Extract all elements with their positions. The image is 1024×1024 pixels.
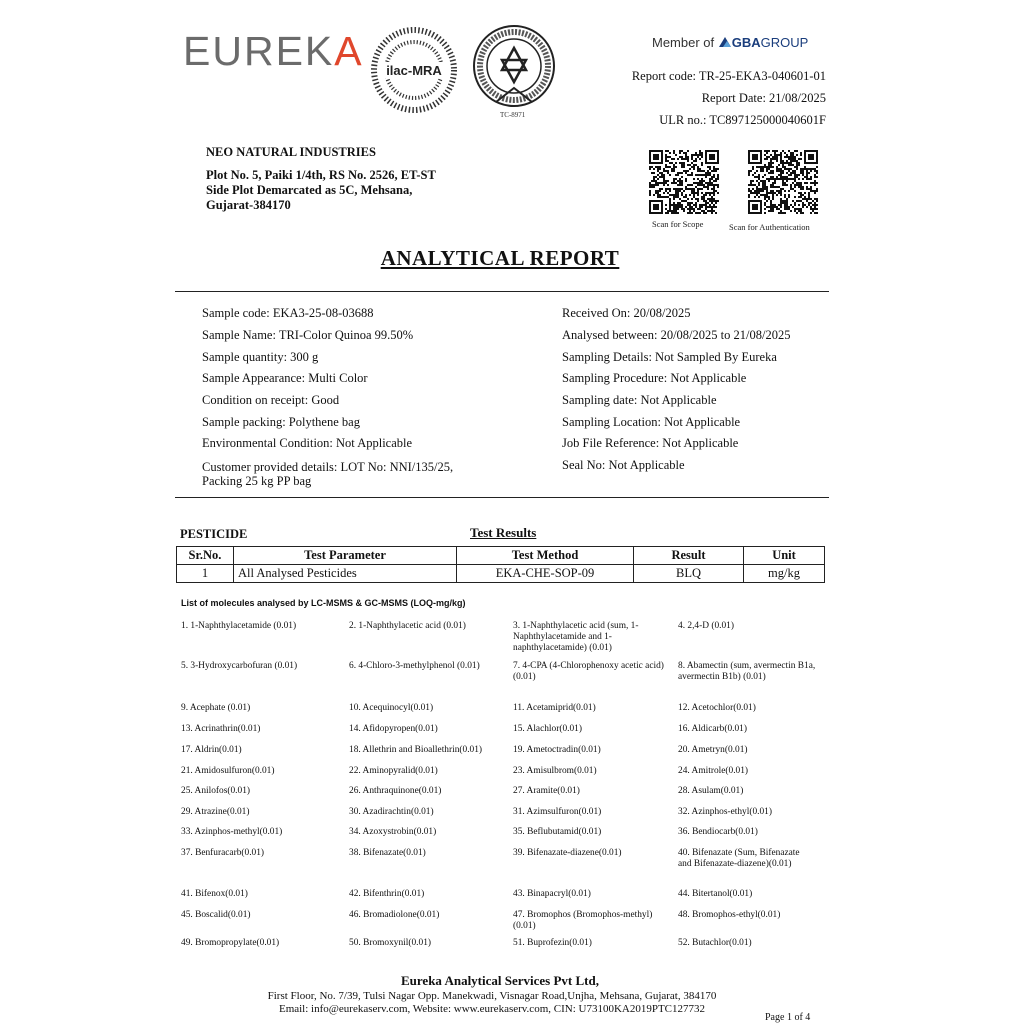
- seal-number: Seal No: Not Applicable: [562, 458, 685, 472]
- sample-packing: Sample packing: Polythene bag: [202, 415, 360, 429]
- cell-result: BLQ: [634, 565, 744, 583]
- report-date: Report Date: 21/08/2025: [701, 91, 826, 105]
- list-item: 6. 4-Chloro-3-methylphenol (0.01): [349, 661, 480, 671]
- list-item: 29. Atrazine(0.01): [181, 807, 250, 817]
- seal-code: TC-8971: [500, 111, 526, 119]
- list-item: 20. Ametryn(0.01): [678, 745, 748, 755]
- customer-address: Plot No. 5, Paiki 1/4th, RS No. 2526, ET-ST Side Plot Demarcated as 5C, Mehsana, Gujarat-384170: [206, 168, 436, 212]
- list-item: 36. Bendiocarb(0.01): [678, 827, 758, 837]
- list-item: 33. Azinphos-methyl(0.01): [181, 827, 283, 837]
- list-item: 45. Boscalid(0.01): [181, 910, 251, 920]
- condition-on-receipt: Condition on receipt: Good: [202, 393, 340, 407]
- auth-qr-caption: Scan for Authentication: [729, 222, 810, 232]
- list-item: 15. Alachlor(0.01): [513, 724, 582, 734]
- eureka-logo: EUREKA: [183, 28, 364, 74]
- list-item: 49. Bromopropylate(0.01): [181, 938, 280, 948]
- scope-qr-caption: Scan for Scope: [652, 219, 704, 229]
- list-item: 34. Azoxystrobin(0.01): [349, 827, 437, 837]
- sampling-date: Sampling date: Not Applicable: [562, 393, 717, 407]
- list-item: 1. 1-Naphthylacetamide (0.01): [181, 621, 297, 631]
- list-item: 18. Allethrin and Bioallethrin(0.01): [349, 745, 483, 755]
- list-item: 37. Benfuracarb(0.01): [181, 848, 265, 858]
- footer-address: First Floor, No. 7/39, Tulsi Nagar Opp. Manekwadi, Visnagar Road,Unjha, Mehsana, Gujarat, 384170: [267, 990, 717, 1002]
- cell-test-method: EKA-CHE-SOP-09: [457, 565, 634, 583]
- sample-name: Sample Name: TRI-Color Quinoa 99.50%: [202, 328, 414, 342]
- list-item: 5. 3-Hydroxycarbofuran (0.01): [181, 661, 298, 671]
- col-test-method: Test Method: [457, 547, 634, 565]
- received-on: Received On: 20/08/2025: [562, 306, 691, 320]
- report-code: Report code: TR-25-EKA3-040601-01: [631, 69, 826, 83]
- list-item: 3. 1-Naphthylacetic acid (sum, 1-Naphthylacetamide and 1-naphthylacetamide) (0.01): [513, 621, 639, 653]
- nabl-seal-icon: [468, 22, 560, 120]
- divider: [175, 497, 829, 498]
- list-item: 11. Acetamiprid(0.01): [513, 703, 596, 713]
- list-item: 2. 1-Naphthylacetic acid (0.01): [349, 621, 466, 631]
- cell-test-parameter: All Analysed Pesticides: [234, 565, 457, 583]
- list-item: 43. Binapacryl(0.01): [513, 889, 591, 899]
- list-item: 47. Bromophos (Bromophos-methyl)(0.01): [513, 910, 653, 931]
- list-item: 52. Butachlor(0.01): [678, 938, 752, 948]
- sampling-location: Sampling Location: Not Applicable: [562, 415, 741, 429]
- list-item: 44. Bitertanol(0.01): [678, 889, 753, 899]
- col-result: Result: [634, 547, 744, 565]
- list-item: 4. 2,4-D (0.01): [678, 621, 734, 631]
- list-item: 12. Acetochlor(0.01): [678, 703, 756, 713]
- test-results-heading: Test Results: [470, 525, 537, 540]
- sample-code: Sample code: EKA3-25-08-03688: [202, 306, 374, 320]
- ilac-mra-seal-icon: [368, 24, 460, 116]
- list-item: 26. Anthraquinone(0.01): [349, 786, 442, 796]
- list-item: 19. Ametoctradin(0.01): [513, 745, 601, 755]
- customer-name: NEO NATURAL INDUSTRIES: [206, 145, 376, 159]
- list-item: 40. Bifenazate (Sum, Bifenazate and Bifenazate-diazene)(0.01): [678, 848, 800, 869]
- list-item: 51. Buprofezin(0.01): [513, 938, 592, 948]
- list-item: 8. Abamectin (sum, avermectin B1a, avermectin B1b) (0.01): [678, 661, 816, 682]
- list-item: 27. Aramite(0.01): [513, 786, 580, 796]
- customer-provided-details: Customer provided details: LOT No: NNI/135/25, Packing 25 kg PP bag: [202, 460, 454, 488]
- list-item: 48. Bromophos-ethyl(0.01): [678, 910, 781, 920]
- list-item: 42. Bifenthrin(0.01): [349, 889, 425, 899]
- authentication-qr-code[interactable]: [748, 150, 818, 214]
- table-row: [177, 565, 825, 583]
- divider: [175, 291, 829, 292]
- list-item: 38. Bifenazate(0.01): [349, 848, 426, 858]
- job-file-reference: Job File Reference: Not Applicable: [562, 436, 739, 450]
- list-item: 30. Azadirachtin(0.01): [349, 807, 434, 817]
- footer-contact: Email: info@eurekaserv.com, Website: www.eurekaserv.com, CIN: U73100KA2019PTC127732: [278, 1003, 706, 1015]
- list-item: 46. Bromadiolone(0.01): [349, 910, 440, 920]
- environmental-condition: Environmental Condition: Not Applicable: [202, 436, 413, 450]
- list-item: 32. Azinphos-ethyl(0.01): [678, 807, 772, 817]
- list-item: 22. Aminopyralid(0.01): [349, 766, 438, 776]
- section-label: PESTICIDE: [180, 527, 248, 541]
- gba-logo-icon: [718, 36, 732, 48]
- sample-quantity: Sample quantity: 300 g: [202, 350, 319, 364]
- list-item: 31. Azimsulfuron(0.01): [513, 807, 602, 817]
- col-sr-no: Sr.No.: [177, 547, 234, 565]
- ulr-number: ULR no.: TC897125000040601F: [659, 113, 826, 127]
- list-item: 24. Amitrole(0.01): [678, 766, 749, 776]
- list-item: 35. Beflubutamid(0.01): [513, 827, 602, 837]
- sampling-procedure: Sampling Procedure: Not Applicable: [562, 371, 747, 385]
- results-table: [176, 546, 825, 583]
- page-number: Page 1 of 4: [765, 1012, 811, 1023]
- list-item: 28. Asulam(0.01): [678, 786, 744, 796]
- report-title: ANALYTICAL REPORT: [380, 246, 620, 270]
- list-item: 10. Acequinocyl(0.01): [349, 703, 434, 713]
- list-item: 50. Bromoxynil(0.01): [349, 938, 432, 948]
- list-item: 41. Bifenox(0.01): [181, 889, 248, 899]
- list-item: 13. Acrinathrin(0.01): [181, 724, 261, 734]
- list-item: 9. Acephate (0.01): [181, 703, 251, 713]
- cell-sr-no: 1: [177, 565, 234, 583]
- list-item: 16. Aldicarb(0.01): [678, 724, 747, 734]
- cell-unit: mg/kg: [744, 565, 825, 583]
- analysed-between: Analysed between: 20/08/2025 to 21/08/2025: [562, 328, 791, 342]
- list-item: 21. Amidosulfuron(0.01): [181, 766, 275, 776]
- col-unit: Unit: [744, 547, 825, 565]
- list-item: 39. Bifenazate-diazene(0.01): [513, 848, 622, 858]
- molecules-list-title: List of molecules analysed by LC-MSMS & GC-MSMS (LOQ-mg/kg): [181, 598, 466, 608]
- list-item: 17. Aldrin(0.01): [181, 745, 242, 755]
- list-item: 23. Amisulbrom(0.01): [513, 766, 597, 776]
- svg-text:ilac-MRA: ilac-MRA: [386, 63, 442, 78]
- list-item: 14. Afidopyropen(0.01): [349, 724, 438, 734]
- list-item: 25. Anilofos(0.01): [181, 786, 251, 796]
- list-item: 7. 4-CPA (4-Chlorophenoxy acetic acid) (0.01): [513, 661, 664, 682]
- sampling-details: Sampling Details: Not Sampled By Eureka: [562, 350, 777, 364]
- sample-appearance: Sample Appearance: Multi Color: [202, 371, 368, 385]
- col-test-parameter: Test Parameter: [234, 547, 457, 565]
- member-of-gba-group: Member of GBAGROUP: [652, 35, 809, 50]
- footer-company-name: Eureka Analytical Services Pvt Ltd,: [400, 973, 599, 988]
- results-table-header: [177, 547, 825, 565]
- scope-qr-code[interactable]: [649, 150, 719, 214]
